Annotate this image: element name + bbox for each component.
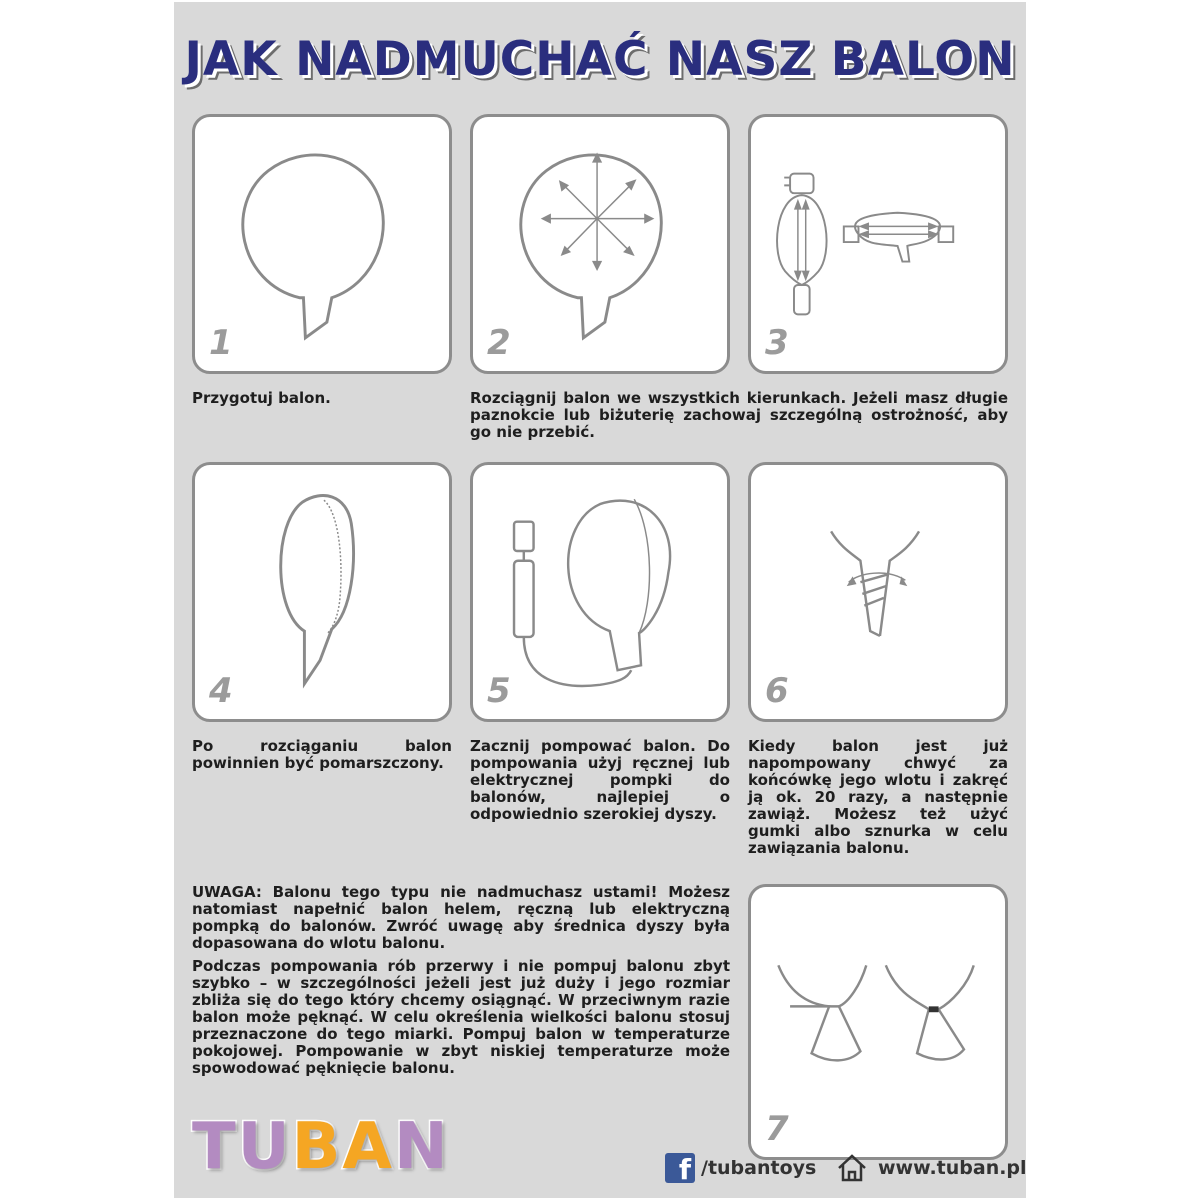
step-number: 4 <box>209 671 233 711</box>
step-number: 6 <box>765 671 789 711</box>
logo-letter: B <box>291 1110 343 1184</box>
step-1-panel <box>192 114 452 374</box>
pump-balloon-illustration <box>473 465 727 719</box>
logo-letter: T <box>192 1110 238 1184</box>
home-icon <box>836 1153 868 1183</box>
facebook-link[interactable] <box>665 1153 816 1183</box>
step-number: 1 <box>209 323 233 363</box>
wrinkled-balloon-illustration <box>195 465 449 719</box>
website-link[interactable] <box>836 1153 1027 1183</box>
logo-letter: N <box>393 1110 450 1184</box>
step-4-panel <box>192 462 452 722</box>
step-3-panel <box>748 114 1008 374</box>
tie-balloon-illustration <box>751 887 1005 1157</box>
warning-paragraph-2: Podczas pompowania rób przerwy i nie pompuj balonu zbyt szybko – w szczególności jeżeli jest już duży i jego rozmiar zbliża się do tego który chcemy osiągnąć. W przeciwnym razie balon może pęknąć. W celu określenia wielkości balonu stosuj przeznaczone do tego miarki. Pompuj balon w temperaturze pokojowej. Pompowanie w zbyt niskiej temperaturze może spowodować pęknięcie balonu. <box>192 957 730 1077</box>
step-number: 2 <box>487 323 511 363</box>
balloon-illustration-1 <box>195 117 449 371</box>
warning-label: UWAGA: <box>192 883 262 901</box>
step-5-caption: Zacznij pompować balon. Do pompowania użyj ręcznej lub elektrycznej pompki do balonów, najlepiej o odpowiednio szerokiej dyszy. <box>470 737 730 823</box>
stretch-hands-illustration <box>751 117 1005 371</box>
step-4-caption: Po rozciąganiu balon powinnien być pomarszczony. <box>192 737 452 772</box>
step-6-caption: Kiedy balon jest już napompowany chwyć za końcówkę jego wlotu i zakręć ją ok. 20 razy, a następnie zawiąż. Możesz też użyć gumki albo sznurka w celu zawiązania balonu. <box>748 737 1008 857</box>
warning-text-1: Balonu tego typu nie nadmuchasz ustami! Możesz natomiast napełnić balon helem, ręczną lub elektryczną pompką do balonów. Zwróć uwagę aby średnica dyszy była dopasowana do wlotu balonu. <box>192 883 730 952</box>
logo-letter: U <box>237 1110 292 1184</box>
facebook-handle: /tubantoys <box>701 1157 817 1179</box>
step-number: 7 <box>765 1109 789 1149</box>
step-7-panel <box>748 884 1008 1160</box>
website-url: www.tuban.pl <box>878 1157 1027 1179</box>
facebook-icon: f <box>665 1153 695 1183</box>
step-1-caption: Przygotuj balon. <box>192 389 331 407</box>
twist-neck-illustration <box>751 465 1005 719</box>
step-2-caption: Rozciągnij balon we wszystkich kierunkach. Jeżeli masz długie paznokcie lub biżuterię zachowaj szczególną ostrożność, aby go nie przebić. <box>470 389 1008 441</box>
step-5-panel <box>470 462 730 722</box>
step-2-panel <box>470 114 730 374</box>
step-number: 3 <box>765 323 789 363</box>
tuban-logo <box>192 1112 450 1182</box>
step-number: 5 <box>487 671 511 711</box>
page-title: JAK NADMUCHAĆ NASZ BALON <box>184 32 1016 87</box>
stretch-balloon-illustration <box>473 117 727 371</box>
warning-block <box>192 884 730 1083</box>
step-6-panel <box>748 462 1008 722</box>
logo-letter: A <box>342 1110 394 1184</box>
warning-paragraph-1 <box>192 884 730 952</box>
